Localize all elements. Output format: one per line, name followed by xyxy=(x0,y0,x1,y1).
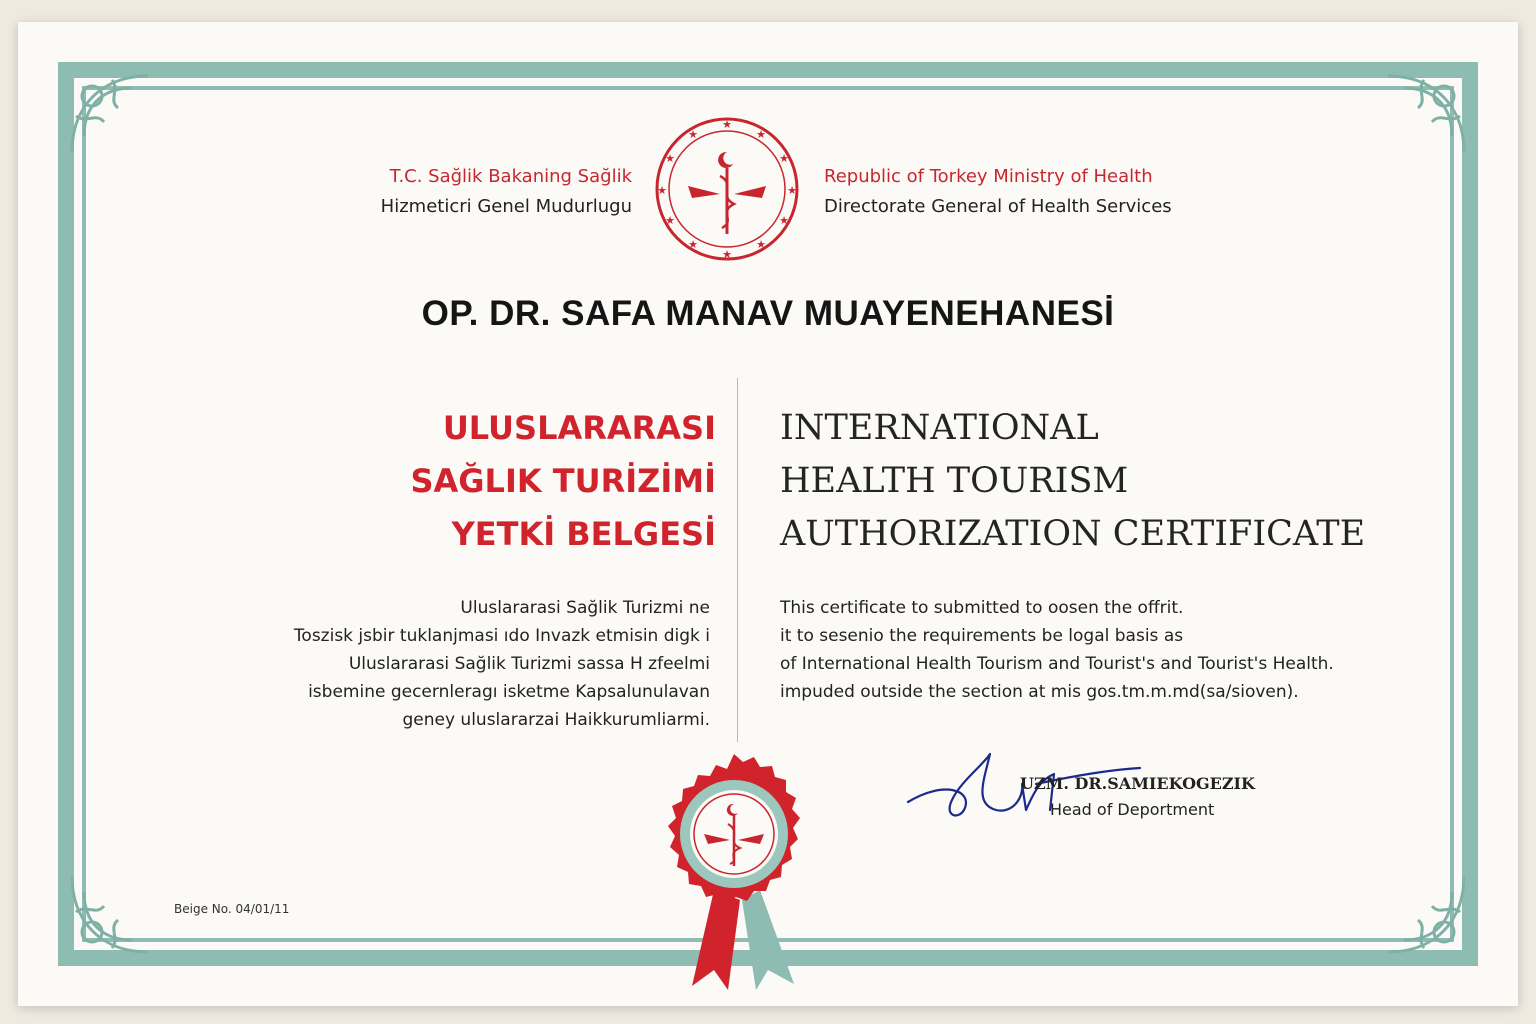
title-tr-line-3: YETKİ BELGESİ xyxy=(451,515,716,553)
svg-text:★: ★ xyxy=(688,238,698,251)
body-text-en xyxy=(780,594,1334,706)
svg-text:★: ★ xyxy=(722,248,732,261)
body-en-line-1: This certificate to submitted to oosen the offrit. xyxy=(780,598,1184,618)
header-directorate-en: Directorate General of Health Services xyxy=(824,196,1172,217)
header-ministry-en: Republic of Torkey Ministry of Health xyxy=(824,166,1153,187)
header-turkish xyxy=(381,162,632,222)
title-tr-line-2: SAĞLIK TURİZİMİ xyxy=(410,462,716,500)
svg-text:★: ★ xyxy=(722,118,732,131)
svg-text:★: ★ xyxy=(657,184,667,197)
ministry-emblem-icon xyxy=(652,114,802,264)
svg-text:★: ★ xyxy=(779,214,789,227)
signatory-name: UZM. DR.SAMIEKOGEZIK xyxy=(1020,774,1255,793)
body-tr-line-2: Toszisk jsbir tuklanjmasi ıdo Invazk etmisin digk i xyxy=(293,626,710,646)
document-number: Beige No. 04/01/11 xyxy=(174,902,290,916)
rosette-seal-icon xyxy=(644,750,824,990)
title-en-line-3: AUTHORIZATION CERTIFICATE xyxy=(780,514,1366,554)
header-directorate-tr: Hizmeticri Genel Mudurlugu xyxy=(380,196,632,217)
certificate-title-en xyxy=(780,402,1365,561)
title-en-line-1: INTERNATIONAL xyxy=(780,408,1099,448)
title-tr-line-1: ULUSLARARASI xyxy=(442,409,716,447)
corner-ornament-top-left xyxy=(62,66,158,162)
certificate-title-tr xyxy=(410,402,716,561)
body-tr-line-4: isbemine gecernleragı isketme Kapsalunulavan xyxy=(308,682,710,702)
svg-text:★: ★ xyxy=(665,214,675,227)
body-en-line-3: of International Health Tourism and Tourist's and Tourist's Health. xyxy=(780,654,1334,674)
svg-text:★: ★ xyxy=(665,152,675,165)
signatory-role: Head of Deportment xyxy=(1050,800,1215,819)
body-tr-line-3: Uluslararasi Sağlik Turizmi sassa H zfeelmi xyxy=(348,654,710,674)
svg-text:★: ★ xyxy=(779,152,789,165)
header-english xyxy=(824,162,1172,222)
corner-ornament-top-right xyxy=(1378,66,1474,162)
corner-ornament-bottom-right xyxy=(1378,866,1474,962)
body-en-line-2: it to sesenio the requirements be logal basis as xyxy=(780,626,1184,646)
body-tr-line-1: Uluslararasi Sağlik Turizmi ne xyxy=(460,598,710,618)
center-divider xyxy=(737,378,738,742)
title-en-line-2: HEALTH TOURISM xyxy=(780,461,1129,501)
svg-text:★: ★ xyxy=(787,184,797,197)
svg-text:★: ★ xyxy=(756,238,766,251)
svg-text:★: ★ xyxy=(688,128,698,141)
clinic-name: OP. DR. SAFA MANAV MUAYENEHANESİ xyxy=(421,294,1115,333)
header-ministry-tr: T.C. Sağlik Bakaning Sağlik xyxy=(389,166,632,187)
body-text-tr xyxy=(294,594,710,734)
body-tr-line-5: geney uluslararzai Haikkurumliarmi. xyxy=(402,710,710,730)
corner-ornament-bottom-left xyxy=(62,866,158,962)
svg-text:★: ★ xyxy=(756,128,766,141)
body-en-line-4: impuded outside the section at mis gos.tm.m.md(sa/sioven). xyxy=(780,682,1299,702)
certificate-sheet xyxy=(18,22,1518,1006)
